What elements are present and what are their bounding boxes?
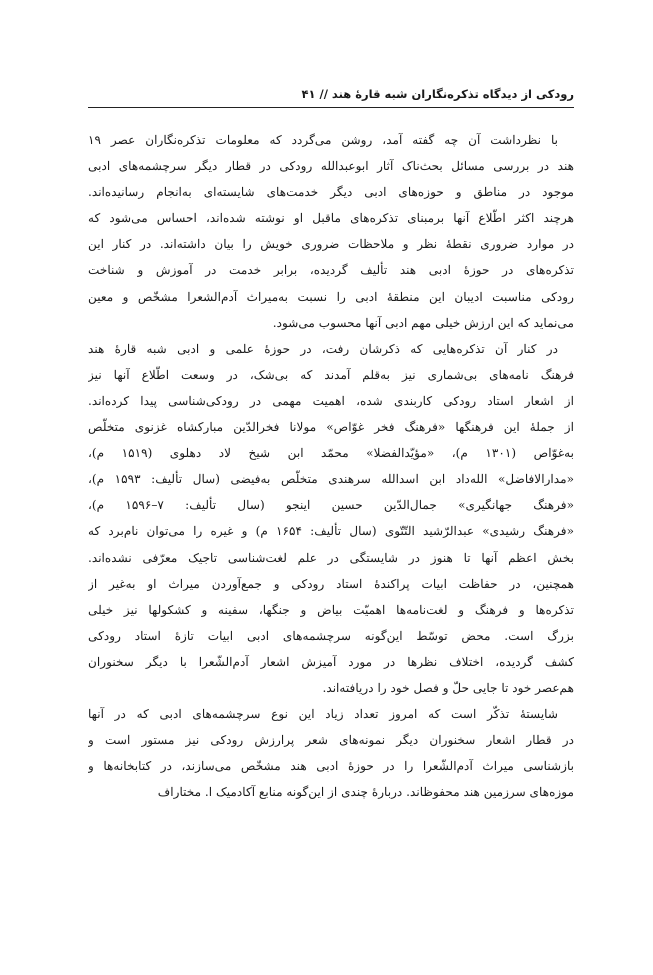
- text-line: از جملهٔ این فرهنگها «فرهنگ فخر غوّاص» مولانا فخرالدّین مبارکشاه غزنوی متخلّص: [88, 420, 574, 435]
- text-line: بازشناسی میراث آدم‌الشّعرا را در حوزهٔ ادبی هند مشخّص می‌سازند، در کتابخانه‌ها و: [88, 759, 574, 774]
- text-line: بخش اعظم آنها تا هنوز در شایستگی در علم لغت‌شناسی تاجیک معرّفی نشده‌اند.: [88, 550, 574, 565]
- text-line: بزرگ است. محض توسّط این‌گونه سرچشمه‌های ادبی ابیات تازهٔ استاد رودکی: [88, 628, 574, 643]
- text-line: همچنین، در حفاظت ابیات پراکندهٔ استاد رودکی و جمع‌آوردن میراث او به‌غیر از: [88, 576, 574, 591]
- text-line: به‌غوّاص (۱۳۰۱ م)، «مؤیّدالفضلا» محمّد ابن شیخ لاد دهلوی (۱۵۱۹ م)،: [88, 446, 574, 461]
- body-text: [88, 127, 574, 805]
- text-line: تذکره‌ها و فرهنگ و لغت‌نامه‌ها اهمیّت بیاض و جنگها، سفینه و کشکولها نیز خیلی: [88, 602, 574, 617]
- text-line: هم‌عصر خود تا جایی حلّ و فصل خود را دریافته‌اند.: [322, 680, 574, 695]
- text-line: «مدارالافاضل» الله‌داد ابن اسدالله سرهندی متخلّص به‌فیضی (سال تألیف: ۱۵۹۳ م)،: [88, 472, 574, 487]
- text-line: می‌نماید که این ارزش خیلی مهم ادبی آنها محسوب می‌شود.: [272, 315, 574, 330]
- text-line: با نظرداشت آن چه گفته آمد، روشن می‌گردد که معلومات تذکره‌نگاران عصر ۱۹: [88, 133, 558, 147]
- header-rule: [88, 107, 574, 108]
- text-line: رودکی مناسبت ادیبان این منطقهٔ ادبی را نسبت به‌میراث آدم‌الشعرا مشخّص و معین: [88, 289, 574, 304]
- running-head: رودکی از دیدگاه تذکره‌نگاران شبه قارهٔ هند // ۴۱: [301, 87, 574, 101]
- text-line: از اشعار استاد رودکی کاربندی شده، اهمیت مهمی در رودکی‌شناسی پیدا کرده‌اند.: [88, 393, 574, 408]
- text-line: شایستهٔ تذکّر است که امروز تعداد زیاد این نوع سرچشمه‌های ادبی که در آنها: [88, 707, 558, 722]
- text-line: در قطار اشعار سخنوران دیگر نمونه‌های شعر پرارزش رودکی نیز مستور است و: [88, 733, 574, 748]
- text-line: فرهنگ نامه‌های بی‌شماری نیز به‌قلم آمدند که بی‌شک، در وسعت اطّلاع آنها نیز: [88, 367, 574, 382]
- text-line: در کنار آن تذکره‌هایی که ذکرشان رفت، در حوزهٔ علمی و ادبی شبه قارهٔ هند: [88, 341, 558, 356]
- paragraph: [88, 127, 574, 336]
- text-line: تذکره‌های در حوزهٔ ادبی هند تألیف گردیده، برابر خدمت در آموزش و شناخت: [88, 263, 574, 278]
- text-line: «فرهنگ جهانگیری» جمال‌الدّین حسین اینجو (سال تألیف: ۷–۱۵۹۶ م)،: [88, 498, 574, 513]
- text-line: هرچند اکثر اطّلاع آنها برمبنای تذکره‌های ماقبل او نوشته شده‌اند، احساس می‌شود که: [88, 211, 574, 226]
- paragraph: [88, 701, 574, 805]
- text-line: موزه‌های سرزمین هند محفوظاند. دربارهٔ چندی از این‌گونه منابع آکادمیک ا. مختاراف: [157, 785, 574, 800]
- paragraph: [88, 336, 574, 701]
- text-line: «فرهنگ رشیدی» عبدالرّشید التّتّوی (سال تألیف: ۱۶۵۴ م) و غیره را می‌توان نام‌برد که: [88, 524, 574, 539]
- text-line: موجود در مناطق و حوزه‌های ادبی دیگر خدمت‌های شایسته‌ای به‌انجام رسانیده‌اند.: [88, 185, 574, 200]
- text-line: کشف گردیده، اختلاف نظرها در مورد آمیزش اشعار آدم‌الشّعرا با دیگر سخنوران: [88, 654, 574, 669]
- text-line: در موارد ضروری نقطهٔ نظر و ملاحظات ضروری خویش را بیان داشته‌اند. در کنار این: [88, 237, 574, 252]
- text-line: هند در بررسی مسائل بحث‌ناک آثار ابوعبدالله رودکی در قطار دیگر سرچشمه‌های ادبی: [88, 159, 574, 174]
